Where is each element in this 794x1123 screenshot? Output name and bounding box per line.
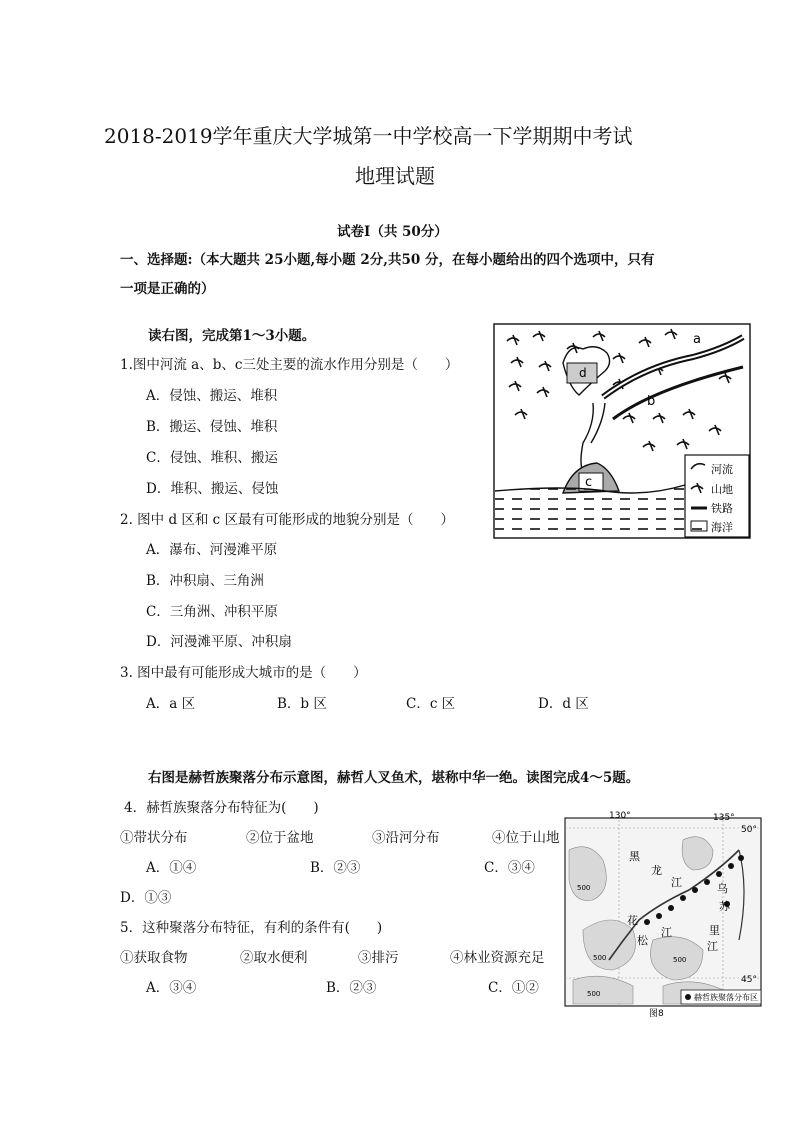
char-9: 里 bbox=[709, 924, 720, 937]
q5-item-4: ④林业资源充足 bbox=[450, 950, 545, 966]
char-1: 黑 bbox=[629, 850, 640, 863]
map2-legend-label: 赫哲族聚落分布区 bbox=[694, 993, 758, 1002]
question-5-stem: 5．这种聚落分布特征，有利的条件有( ) bbox=[120, 920, 383, 936]
legend-sea: 海洋 bbox=[711, 521, 733, 534]
contour-1: 500 bbox=[577, 884, 591, 892]
q1-option-d: D．堆积、搬运、侵蚀 bbox=[146, 481, 279, 497]
page-subtitle: 地理试题 bbox=[355, 164, 435, 188]
char-7: 乌 bbox=[717, 882, 728, 895]
q2-option-c: C．三角洲、冲积平原 bbox=[146, 604, 278, 620]
q2-option-d: D．河漫滩平原、冲积扇 bbox=[146, 634, 292, 650]
q5-item-3: ③排污 bbox=[358, 950, 399, 966]
q4-item-3: ③沿河分布 bbox=[372, 830, 440, 846]
q1-option-b: B．搬运、侵蚀、堆积 bbox=[146, 419, 278, 435]
char-8: 苏 bbox=[719, 900, 730, 913]
q4-item-1: ①带状分布 bbox=[120, 830, 188, 846]
q3-option-b: B．b 区 bbox=[277, 696, 327, 712]
question-3-stem: 3. 图中最有可能形成大城市的是（ ） bbox=[120, 665, 367, 681]
char-5: 花 bbox=[627, 914, 638, 927]
instruction-line-2: 一项是正确的） bbox=[120, 281, 215, 297]
label-b: b bbox=[647, 394, 656, 409]
hezhe-settlement-map bbox=[563, 810, 763, 1020]
contour-4: 500 bbox=[587, 990, 601, 998]
q4-option-c: C．③④ bbox=[484, 860, 535, 876]
lon-label-135: 135° bbox=[713, 813, 735, 823]
q5-option-a: A．③④ bbox=[146, 980, 197, 996]
char-6: 江 bbox=[661, 926, 672, 939]
legend-mountain: 山地 bbox=[711, 483, 733, 496]
sea-area bbox=[495, 485, 685, 537]
label-d: d bbox=[579, 366, 587, 380]
q1-option-c: C．侵蚀、堆积、搬运 bbox=[146, 450, 278, 466]
group1-intro: 读右图，完成第1～3小题。 bbox=[148, 328, 316, 344]
q1-option-a: A．侵蚀、搬运、堆积 bbox=[146, 388, 278, 404]
q4-item-4: ④位于山地 bbox=[492, 830, 560, 846]
q4-item-2: ②位于盆地 bbox=[246, 830, 314, 846]
q4-option-d: D．①③ bbox=[120, 890, 172, 906]
q3-option-a: A．a 区 bbox=[146, 696, 196, 712]
instruction-line-1: 一、选择题:（本大题共 25小题,每小题 2分,共50 分，在每小题给出的四个选项中，只有 bbox=[120, 252, 655, 268]
map2-caption: 图8 bbox=[649, 1009, 664, 1019]
char-2: 龙 bbox=[651, 864, 662, 877]
question-1-stem: 1.图中河流 a、b、c三处主要的流水作用分别是（ ） bbox=[120, 357, 459, 373]
q5-item-1: ①获取食物 bbox=[120, 950, 188, 966]
char-3: 江 bbox=[671, 876, 682, 889]
group2-intro: 右图是赫哲族聚落分布示意图，赫哲人叉鱼术，堪称中华一绝。读图完成4～5题。 bbox=[148, 770, 640, 786]
lon-label-130: 130° bbox=[609, 811, 631, 821]
char-10: 江 bbox=[707, 940, 718, 953]
q5-option-c: C．①② bbox=[488, 980, 539, 996]
contour-3: 500 bbox=[673, 956, 687, 964]
q3-option-c: C．c 区 bbox=[406, 696, 456, 712]
page-title: 2018-2019学年重庆大学城第一中学校高一下学期期中考试 bbox=[104, 124, 633, 148]
char-4: 松 bbox=[637, 934, 648, 947]
question-4-stem: 4．赫哲族聚落分布特征为( ) bbox=[124, 800, 319, 816]
q3-option-d: D．d 区 bbox=[538, 696, 589, 712]
q2-option-a: A．瀑布、河漫滩平原 bbox=[146, 542, 278, 558]
river-landform-map bbox=[493, 323, 751, 539]
lat-label-45: 45° bbox=[741, 975, 757, 985]
q5-option-b: B．②③ bbox=[326, 980, 377, 996]
contour-2: 500 bbox=[593, 954, 607, 962]
q2-option-b: B．冲积扇、三角洲 bbox=[146, 573, 264, 589]
q5-item-2: ②取水便利 bbox=[240, 950, 308, 966]
label-a: a bbox=[693, 332, 701, 347]
q4-option-a: A．①④ bbox=[146, 860, 197, 876]
label-c: c bbox=[585, 475, 593, 490]
q4-option-b: B．②③ bbox=[310, 860, 361, 876]
legend-railway: 铁路 bbox=[711, 502, 733, 515]
question-2-stem: 2. 图中 d 区和 c 区最有可能形成的地貌分别是（ ） bbox=[120, 512, 455, 528]
lat-label-50: 50° bbox=[741, 825, 757, 835]
section-heading: 试卷Ⅰ（共 50分） bbox=[337, 224, 448, 240]
legend-river: 河流 bbox=[711, 463, 733, 476]
